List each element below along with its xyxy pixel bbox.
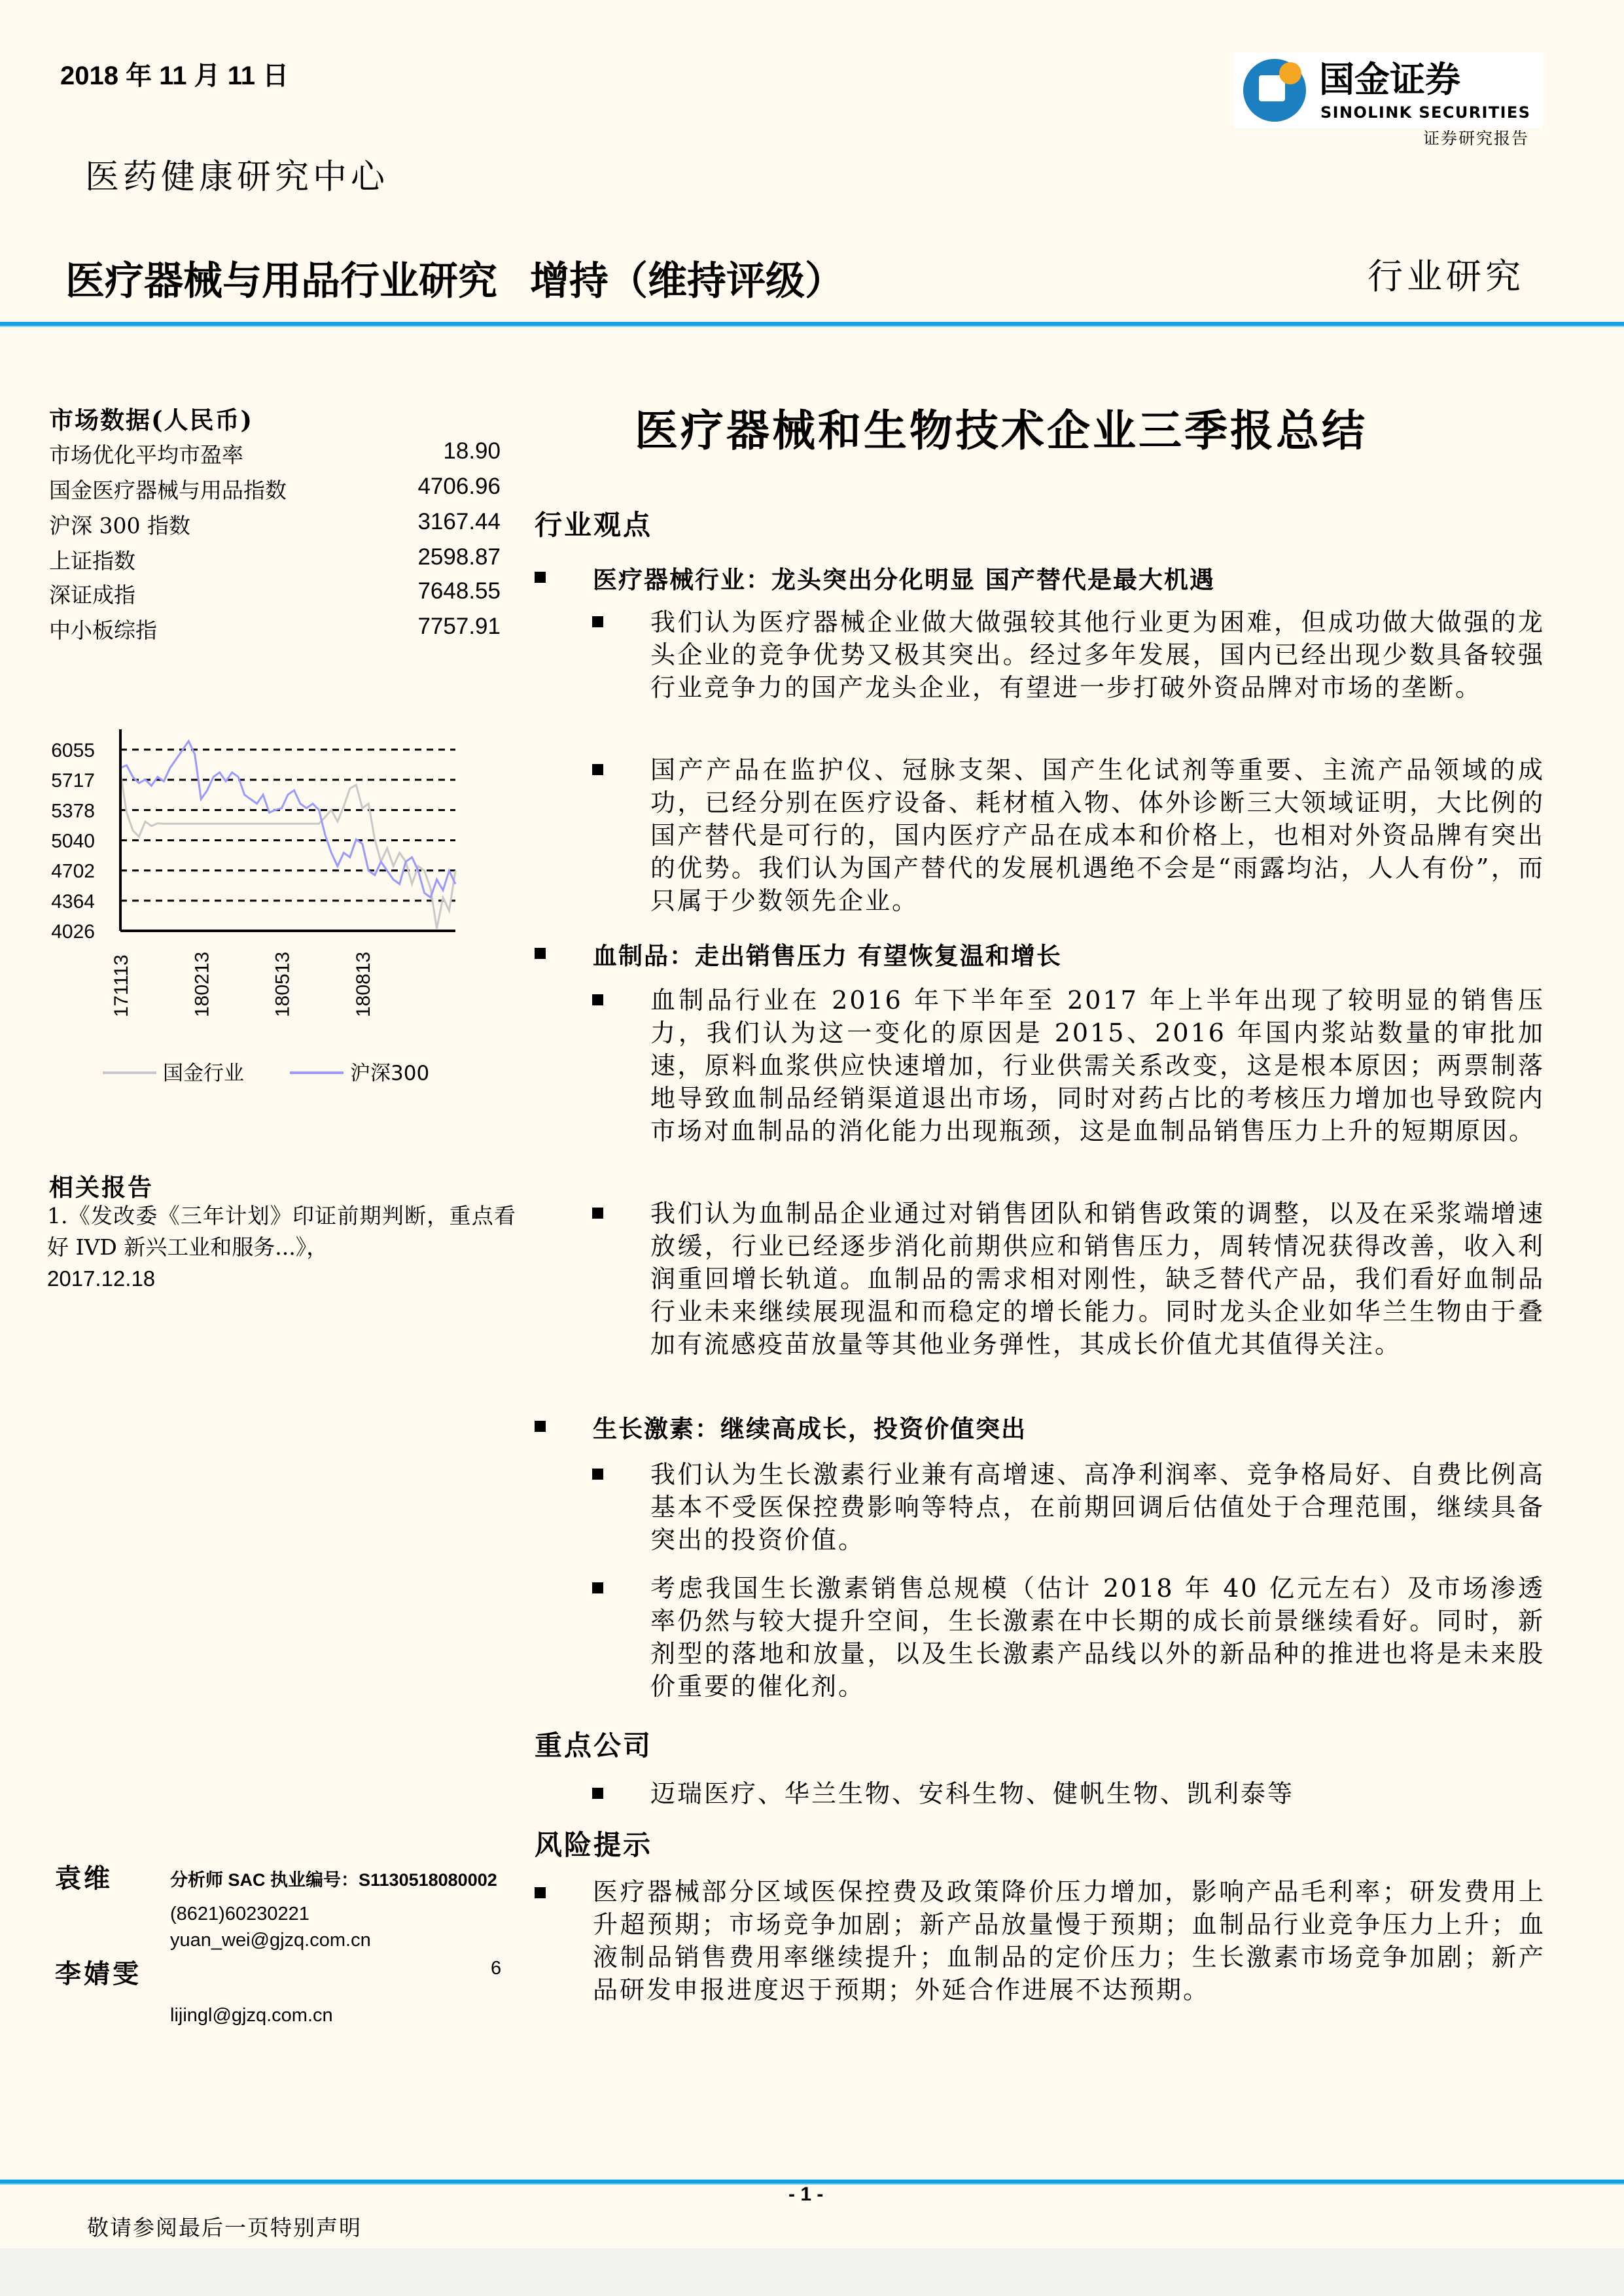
risk-paragraph: 医疗器械部分区域医保控费及政策降价压力增加，影响产品毛利率；研发费用上升超预期；市场竞争加剧；新产品放量慢于预期；血制品行业竞争压力上升；血液制品销售费用率继续提升；血制品的定价压力；生长激素市场竞争加剧；新产品研发申报进度迟于预期；外延合作进展不达预期。 [535,1875,1545,2006]
analyst2-sac-fragment: 6 [491,1958,502,1979]
bullet-icon [592,1582,603,1593]
view-heading: 行业观点 [535,509,653,541]
sinolink-logo [1234,52,1543,128]
bullet-icon [535,1421,546,1432]
report-date: 2018 年 11 月 11 日 [60,61,289,90]
y-tick-label: 4702 [51,860,95,882]
market-data-row [49,544,501,575]
y-tick-label: 4026 [51,921,95,943]
x-tick-label: 180213 [191,951,213,1017]
section-heading: 血制品：走出销售压力 有望恢复温和增长 [535,936,1545,971]
market-data-label: 上证指数 [49,548,135,574]
market-data-value: 3167.44 [417,509,501,534]
paragraph: 国产产品在监护仪、冠脉支架、国产生化试剂等重要、主流产品领域的成功，已经分别在医疗设备、耗材植入物、体外诊断三大领域证明，大比例的国产替代是可行的，国内医疗产品在成本和价格上，也相对外资品牌有突出的优势。我们认为国产替代的发展机遇绝不会是“雨露均沾，人人有份”，而只属于少数领先企业。 [592,754,1545,917]
logo-caption: 证券研究报告 [1423,129,1530,148]
x-tick-label: 180513 [272,951,294,1017]
x-tick-label: 180813 [352,951,374,1017]
analyst-sac: 分析师 SAC 执业编号：S1130518080002 [170,1870,497,1890]
market-data-row [49,614,501,644]
section-heading: 生长激素：继续高成长，投资价值突出 [535,1409,1545,1444]
y-tick-label: 5040 [51,830,95,852]
related-reports-title: 相关报告 [49,1173,154,1202]
legend-label: 沪深300 [350,1062,430,1085]
market-data-value: 18.90 [443,438,501,464]
key-companies: 迈瑞医疗、华兰生物、安科生物、健帆生物、凯利泰等 [592,1777,1545,1810]
rating: 增持（维持评级） [530,259,844,303]
analyst-phone: (8621)60230221 [170,1904,309,1924]
header-rule [0,322,1624,327]
bullet-icon [535,948,546,959]
industry-title [65,250,844,306]
svg-text:国金证券: 国金证券 [1319,59,1460,100]
report-title: 医疗器械和生物技术企业三季报总结 [635,405,1368,456]
y-tick-label: 5717 [51,770,95,792]
analyst-name: 袁维 [55,1863,113,1894]
analyst2-email[interactable]: lijingl@gjzq.com.cn [170,2005,333,2026]
market-data-label: 国金医疗器械与用品指数 [49,478,287,503]
bullet-icon [535,572,546,583]
bullet-icon [535,1887,546,1898]
industry-name: 医疗器械与用品行业研究 [65,259,497,303]
x-tick-label: 171113 [111,954,132,1017]
market-data-row [49,509,501,540]
related-report-item[interactable] [47,1200,516,1295]
paragraph: 考虑我国生长激素销售总规模（估计 2018 年 40 亿元左右）及市场渗透率仍然与较大提升空间，生长激素在中长期的成长前景继续看好。同时，新剂型的落地和放量，以及生长激素产品线以外的新品种的推进也将是未来股价重要的催化剂。 [592,1572,1545,1703]
market-data-row [49,474,501,504]
y-tick-label: 6055 [51,740,95,761]
y-tick-label: 5378 [51,800,95,822]
market-data-value: 4706.96 [417,474,501,499]
bullet-icon [592,1208,603,1219]
bullet-icon [592,994,603,1005]
paragraph: 我们认为血制品企业通过对销售团队和销售政策的调整，以及在采浆端增速放缓，行业已经逐步消化前期供应和销售压力，周转情况获得改善，收入利润重回增长轨道。血制品的需求相对刚性，缺乏替代产品，我们看好血制品行业未来继续展现温和而稳定的增长能力。同时龙头企业如华兰生物由于叠加有流感疫苗放量等其他业务弹性，其成长价值尤其值得关注。 [592,1197,1545,1361]
paragraph: 血制品行业在 2016 年下半年至 2017 年上半年出现了较明显的销售压力，我们认为这一变化的原因是 2015、2016 年国内浆站数量的审批加速，原料血浆供应快速增加，行业供需关系改变，这是根本原因；两票制落地导致血制品经销渠道退出市场，同时对药占比的考核压力增加也导致院内市场对血制品的消化能力出现瓶颈，这是血制品销售压力上升的短期原因。 [592,984,1545,1147]
market-data-value: 2598.87 [417,544,501,570]
page-number: - 1 - [788,2183,824,2205]
legend-label: 国金行业 [163,1062,244,1085]
series-line-hs300 [120,741,455,897]
market-data-value: 7648.55 [417,578,501,604]
paragraph: 我们认为生长激素行业兼有高增速、高净利润率、竞争格局好、自费比例高基本不受医保控费影响等特点，在前期回调后估值处于合理范围，继续具备突出的投资价值。 [592,1458,1545,1556]
market-data-label: 中小板综指 [49,617,157,643]
market-data-row [49,578,501,609]
bullet-icon [592,1469,603,1480]
logo-mark-icon [1234,52,1543,128]
bullet-icon [592,1788,603,1799]
analyst-email[interactable]: yuan_wei@gjzq.com.cn [170,1930,371,1951]
price-chart [0,706,517,1112]
bullet-icon [592,764,603,775]
section-heading: 医疗器械行业：龙头突出分化明显 国产替代是最大机遇 [535,560,1545,595]
bullet-icon [592,616,603,627]
svg-text:SINOLINK SECURITIES: SINOLINK SECURITIES [1320,103,1530,122]
risk-heading: 风险提示 [535,1829,653,1861]
disclaimer-note: 敬请参阅最后一页特别声明 [87,2215,362,2240]
market-data-label: 市场优化平均市盈率 [49,442,243,468]
y-tick-label: 4364 [51,890,95,913]
research-center: 医药健康研究中心 [85,158,389,197]
paragraph: 我们认为医疗器械企业做大做强较其他行业更为困难，但成功做大做强的龙头企业的竞争优势又极其突出。经过多年发展，国内已经出现少数具备较强行业竞争力的国产龙头企业，有望进一步打破外资品牌对市场的垄断。 [592,606,1545,704]
related-report-title[interactable]: 1.《发改委《三年计划》印证前期判断，重点看好 IVD 新兴工业和服务...》， [47,1203,516,1260]
market-data-row [49,438,501,469]
analyst2-name: 李婧雯 [55,1958,141,1989]
market-data-title: 市场数据(人民币) [49,406,254,434]
market-data-label: 沪深 300 指数 [49,513,190,538]
report-type: 行业研究 [1368,256,1525,297]
key-companies-heading: 重点公司 [535,1730,653,1762]
market-data-value: 7757.91 [417,614,501,639]
market-data-label: 深证成指 [49,582,135,608]
related-report-date: 2017.12.18 [47,1266,156,1291]
